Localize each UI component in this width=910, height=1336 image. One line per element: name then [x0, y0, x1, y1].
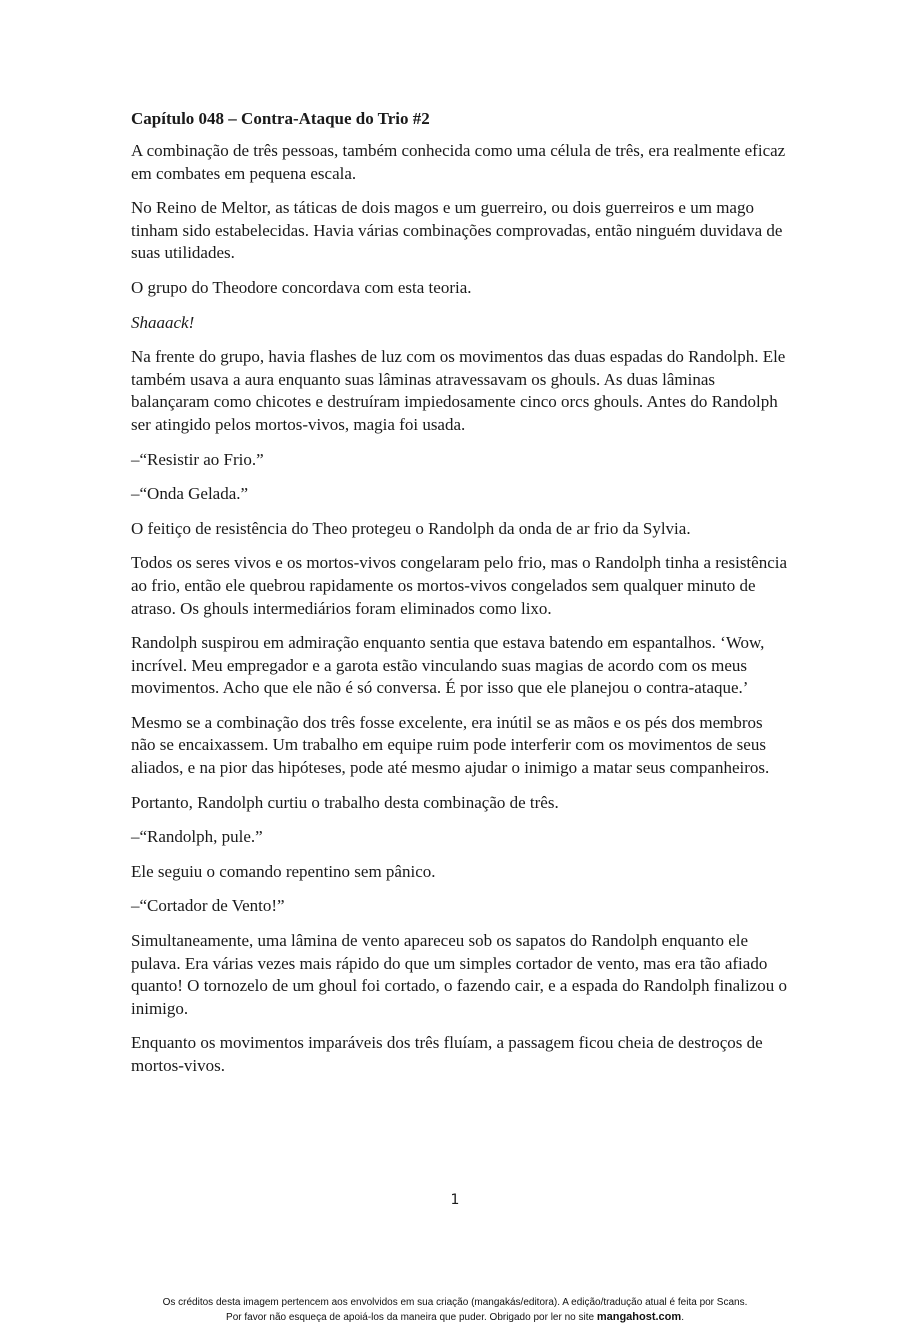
paragraph: –“Onda Gelada.”: [131, 484, 249, 504]
paragraph: A combinação de três pessoas, também conhecida como uma célula de três, era realmente eficaz em combates em pequena escala.: [131, 141, 786, 183]
paragraph: Enquanto os movimentos imparáveis dos três fluíam, a passagem ficou cheia de destroços de mortos-vivos.: [131, 1033, 763, 1075]
page-number: 1: [450, 1192, 460, 1208]
paragraph: Portanto, Randolph curtiu o trabalho desta combinação de três.: [131, 792, 559, 812]
credits-line-1: Os créditos desta imagem pertencem aos envolvidos em sua criação (mangakás/editora). A edição/tradução atual é feita por Scans.: [162, 1297, 748, 1308]
paragraph: –“Randolph, pule.”: [131, 827, 263, 847]
credits-line-2: [0, 1310, 910, 1325]
paragraph: –“Cortador de Vento!”: [131, 896, 285, 916]
paragraph: –“Resistir ao Frio.”: [131, 449, 264, 469]
site-name: mangahost.com: [596, 1311, 682, 1323]
paragraph: Todos os seres vivos e os mortos-vivos congelaram pelo frio, mas o Randolph tinha a resistência ao frio, então ele quebrou rapidamente os mortos-vivos congelados sem qualquer minuto de atraso. Os ghouls intermediários foram eliminados como lixo.: [131, 553, 788, 618]
paragraph: Randolph suspirou em admiração enquanto sentia que estava batendo em espantalhos. ‘Wow, incrível. Meu empregador e a garota estão vinculando suas magias de acordo com os meus movimentos. Acho que ele não é só conversa. É por isso que ele planejou o contra-ataque.’: [131, 633, 765, 698]
paragraph: O feitiço de resistência do Theo protegeu o Randolph da onda de ar frio da Sylvia.: [131, 518, 691, 538]
page-body: [131, 108, 791, 1090]
credits-line-2-text: Por favor não esqueça de apoiá-los da maneira que puder. Obrigado por ler no site: [226, 1312, 597, 1323]
paragraph: Mesmo se a combinação dos três fosse excelente, era inútil se as mãos e os pés dos membros não se encaixassem. Um trabalho em equipe ruim pode interferir com os movimentos de seus aliados, e na pior das hipóteses, pode até mesmo ajudar o inimigo a matar seus companheiros.: [131, 712, 770, 778]
paragraph: Shaaack!: [131, 312, 195, 332]
paragraph: O grupo do Theodore concordava com esta teoria.: [131, 277, 472, 297]
chapter-title: Capítulo 048 – Contra-Ataque do Trio #2: [131, 109, 430, 128]
paragraph: Na frente do grupo, havia flashes de luz com os movimentos das duas espadas do Randolph. Ele também usava a aura enquanto suas lâminas atravessavam os ghouls. As duas lâminas balançaram como chicotes e destruíram impiedosamente cinco orcs ghouls. Antes do Randolph ser atingido pelos mortos-vivos, magia foi usada.: [131, 347, 786, 434]
paragraph-list: [131, 140, 791, 1078]
paragraph: Ele seguiu o comando repentino sem pânico.: [131, 861, 436, 881]
paragraph: No Reino de Meltor, as táticas de dois magos e um guerreiro, ou dois guerreiros e um mago tinham sido estabelecidas. Havia várias combinações comprovadas, então ninguém duvidava de suas utilidades.: [131, 198, 783, 263]
credits-footer: [0, 1296, 910, 1325]
paragraph: Simultaneamente, uma lâmina de vento apareceu sob os sapatos do Randolph enquanto ele pulava. Era várias vezes mais rápido do que um simples cortador de vento, mas era tão afiado quanto! O tornozelo de um ghoul foi cortado, o fazendo cair, e a espada do Randolph finalizou o inimigo.: [131, 931, 787, 1018]
credits-line-2-end: .: [681, 1312, 684, 1323]
